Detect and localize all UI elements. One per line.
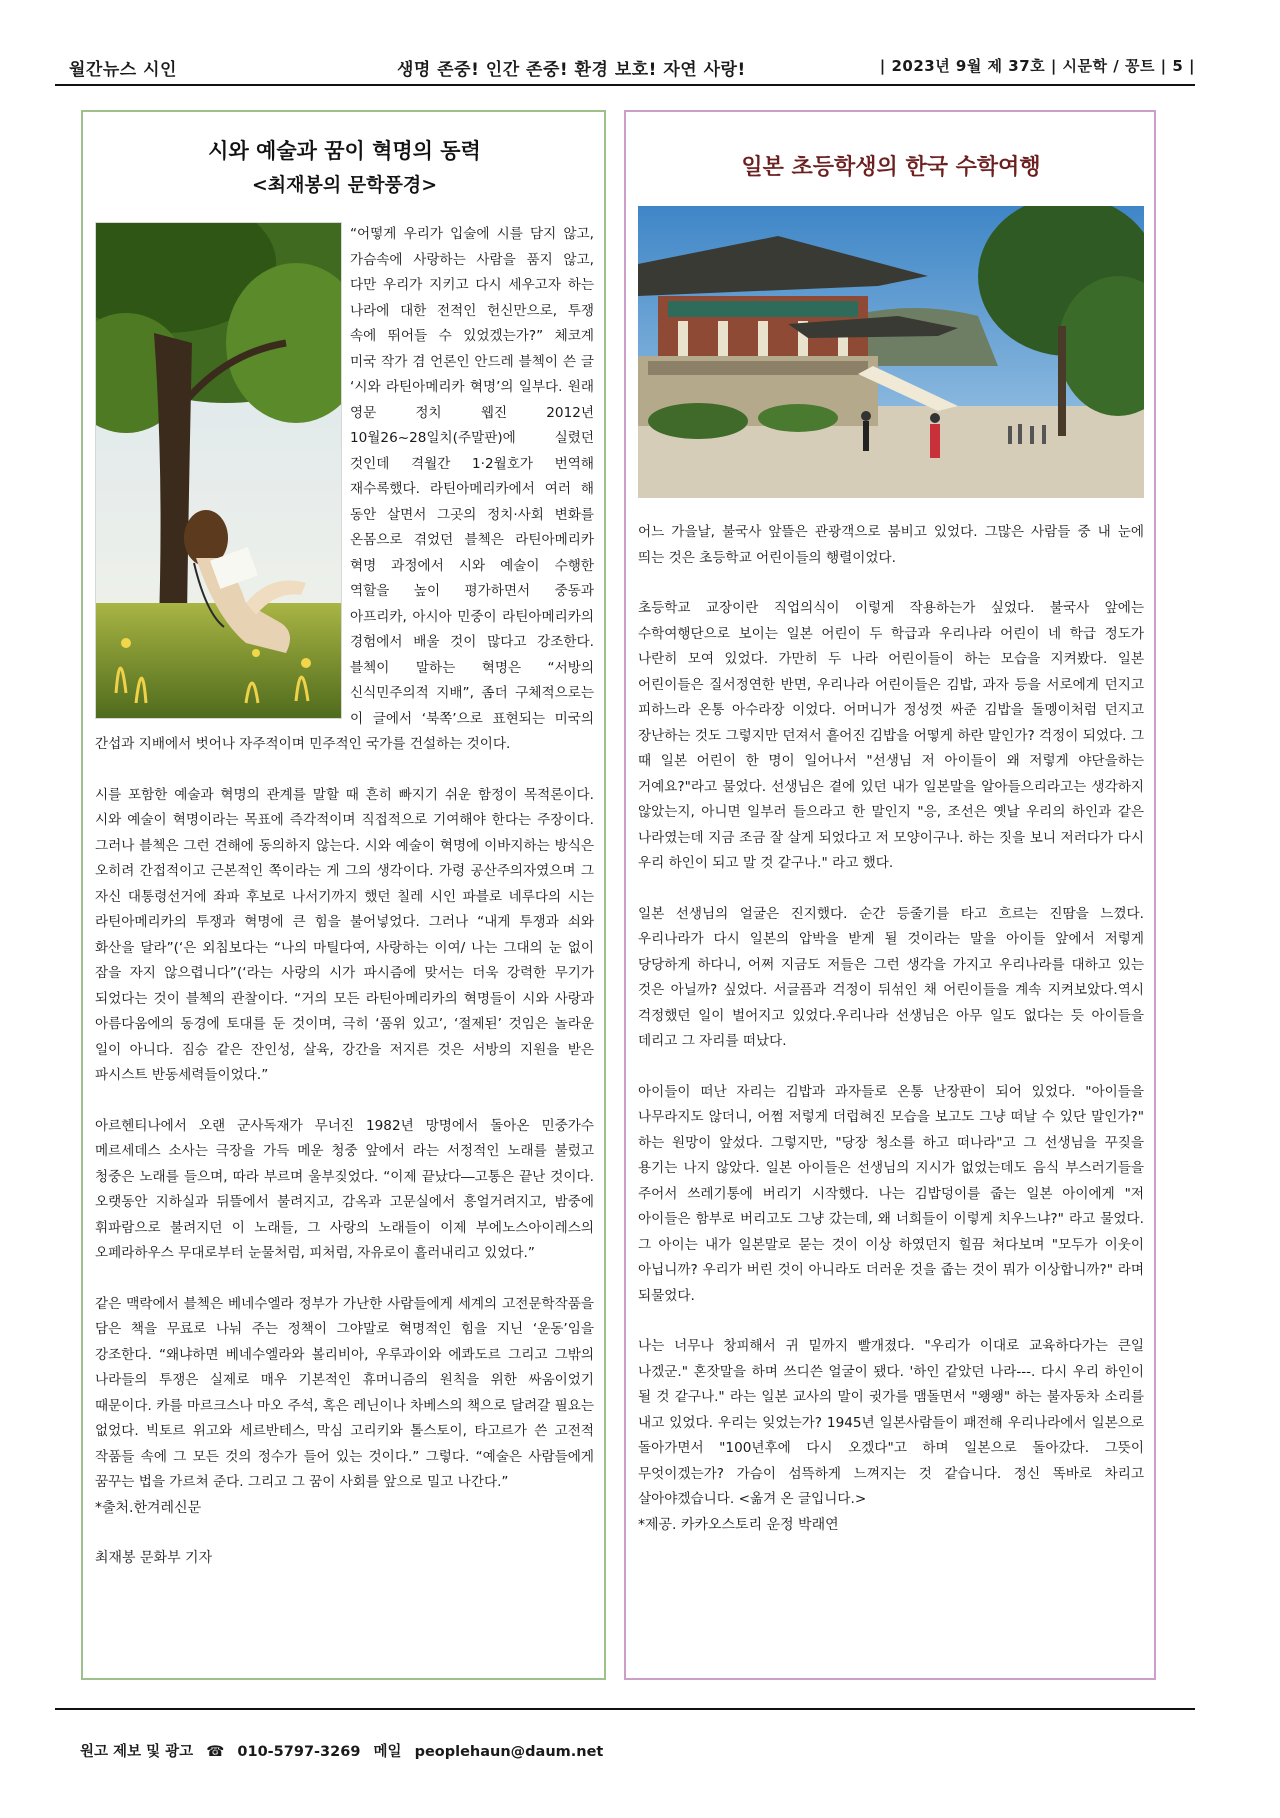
footer-label: 원고 제보 및 광고: [80, 1744, 194, 1760]
newspaper-name: 월간뉴스 시인: [69, 60, 177, 80]
right-paragraph-2: 초등학교 교장이란 직업의식이 이렇게 작용하는가 싶었다. 불국사 앞에는 수학여행단으로 보이는 일본 어린이 두 학급과 우리나라 어린이 네 학급 정도가 나란히 모여 있었다. 가만히 두 나라 어린이들이 하는 모습을 지켜봤다. 일본 어린이들은 질서정연한 반면, 우리나라 어린이들은 김밥, 과자 등을 서로에게 던지고 피하느라 온통 아수라장 이었다. 어머니가 정성껏 싸준 김밥을 돌멩이처럼 던지고 장난하는 것도 그렇지만 던져서 흩어진 김밥을 어떻게 하란 말인가? 걱정이 되었다. 그 때 일본 어린이 한 명이 일어나서 "선생님 저 아이들이 왜 저렇게 야단을하는 거예요?"라고 물었다. 선생님은 곁에 있던 내가 일본말을 알아들으리라고는 생각하지 않았는지, 아니면 일부러 들으라고 한 말인지 "응, 조선은 옛날 우리의 하인과 같은 나라였는데 지금 조금 잘 살게 되었다고 저 모양이구나. 하는 짓을 보니 저러다가 다시 우리 하인이 되고 말 것 같구나." 라고 했다.: [638, 600, 1144, 871]
right-article: [624, 110, 1156, 1680]
right-paragraph-5: 나는 너무나 창피해서 귀 밑까지 빨개졌다. "우리가 이대로 교육하다가는 큰일 나겠군." 혼잣말을 하며 쓰디쓴 얼굴이 됐다. '하인 같았던 나라---. 다시 우리 하인이 될 것 같구나." 라는 일본 교사의 말이 귓가를 맴돌면서 "왱왱" 하는 불자동차 소리를 내고 있었다. 우리는 잊었는가? 1945년 일본사람들이 패전해 우리나라에서 일본으로 돌아가면서 "100년후에 다시 오겠다"고 하며 일본으로 돌아갔다. 그뜻이 무엇이겠는가? 가슴이 섬뜩하게 느껴지는 것 같습니다. 정신 똑바로 차리고 살아야겠습니다. <옮겨 온 글입니다.>: [638, 1338, 1144, 1507]
left-article: [81, 110, 606, 1680]
left-article-subtitle: <최재봉의 문학풍경>: [251, 174, 438, 196]
reading-woman-photo: [95, 222, 342, 719]
left-article-title: 시와 예술과 꿈이 혁명의 동력: [208, 138, 481, 163]
footer-email-label: 메일: [373, 1744, 402, 1760]
issue-info: | 2023년 9월 제 37호 | 시문학 / 꽁트 | 5 |: [879, 57, 1195, 75]
right-paragraph-1: 어느 가을날, 불국사 앞뜰은 관광객으로 붐비고 있었다. 그많은 사람들 중 내 눈에 띄는 것은 초등학교 어린이들의 행렬이었다.: [638, 524, 1144, 566]
right-credit: *제공. 카카오스토리 운정 박래연: [638, 1516, 839, 1533]
left-source: *출처.한겨레신문: [95, 1499, 202, 1516]
bulguksa-temple-photo: [638, 206, 1144, 498]
left-paragraph-2: 시를 포함한 예술과 혁명의 관계를 말할 때 흔히 빠지기 쉬운 함정이 목적론이다. 시와 예술이 혁명이라는 목표에 즉각적이며 직접적으로 기여해야 한다는 주장이다. 그러나 블첵은 그런 견해에 동의하지 않는다. 시와 예술이 혁명에 이바지하는 방식은 오히려 간접적이고 근본적인 쪽이라는 게 그의 생각이다. 가령 공산주의자였으며 그 자신 대통령선거에 좌파 후보로 나서기까지 했던 칠레 시인 파블로 네루다의 시는 라틴아메리카의 투쟁과 혁명에 큰 힘을 불어넣었다. 그러나 “내게 투쟁과 쇠와 화산을 달라”(‘은 외침보다는 “나의 마틸다여, 사랑하는 이여/ 나는 그대의 눈 없이 잠을 자지 않으렵니다”(‘라는 사랑의 시가 파시즘에 맞서는 더욱 강력한 무기가 되었다는 것이 블첵의 관찰이다. “거의 모든 라틴아메리카의 혁명들이 시와 사랑과 아름다움에의 동경에 토대를 둔 것이며, 극히 ‘품위 있고’, ‘절제된’ 것임은 놀라운 일이 아니다. 짐승 같은 잔인성, 살육, 강간을 저지른 것은 서방의 지원을 받은 파시스트 반동세력들이었다.”: [95, 786, 594, 1083]
left-paragraph-1: “어떻게 우리가 입술에 시를 담지 않고, 가슴속에 사랑하는 사람을 품지 않고, 다만 우리가 지키고 다시 세우고자 하는 나라에 대한 전적인 헌신만으로, 투쟁 속에 뛰어들 수 있었겠는가?” 체코계 미국 작가 겸 언론인 안드레 블첵이 쓴 글 ‘시와 라틴아메리카 혁명’의 일부다. 원래 영문 정치 웹진 2012년 10월26~28일치(주말판)에 실렸던 것인데 격월간 1·2월호가 번역해 재수록했다. 라틴아메리카에서 여러 해 동안 살면서 그곳의 정치·사회 변화를 온몸으로 겪었던 블첵은 라틴아메리카 혁명 과정에서 시와 예술이 수행한 역할을 높이 평가하면서 중동과 아프리카, 아시아 민중이 라틴아메리카의 경험에서 배울 것이 많다고 강조한다. 블첵이 말하는 혁명은 “서방의 신식민주의적 지배”, 좀더 구체적으로는 이 글에서 ‘북쪽’으로 표현되는 미국의 간섭과 지배에서 벗어나 자주적이며 민주적인 국가를 건설하는 것이다.: [95, 226, 594, 752]
slogan: 생명 존중! 인간 존중! 환경 보호! 자연 사랑!: [397, 60, 746, 80]
left-paragraph-4: 같은 맥락에서 블첵은 베네수엘라 정부가 가난한 사람들에게 세계의 고전문학작품을 담은 책을 무료로 나눠 주는 정책이 그야말로 혁명적인 힘을 지닌 ‘운동’임을 강조한다. “왜냐하면 베네수엘라와 볼리비아, 우루과이와 에콰도르 그리고 그밖의 나라들의 투쟁은 실제로 매우 기본적인 휴머니즘의 원칙을 위한 싸움이었기 때문이다. 카를 마르크스나 마오 주석, 혹은 레닌이나 차베스의 책으로 달려갈 필요는 없었다. 빅토르 위고와 세르반테스, 막심 고리키와 톨스토이, 타고르가 쓴 고전적 작품들 속에 그 모든 것의 정수가 들어 있는 것이다.” 그렇다. “예술은 사람들에게 꿈꾸는 법을 가르쳐 준다. 그리고 그 꿈이 사회를 앞으로 밀고 나간다.”: [95, 1295, 594, 1490]
page-header: [55, 50, 1195, 86]
footer-phone: 010-5797-3269: [237, 1744, 361, 1760]
right-article-body: [638, 520, 1144, 1538]
right-article-title: 일본 초등학생의 한국 수학여행: [741, 154, 1041, 180]
page-footer: [80, 1740, 603, 1761]
left-article-body: [95, 222, 594, 1571]
phone-icon: ☎: [206, 1744, 225, 1760]
left-author: 최재봉 문화부 기자: [95, 1549, 213, 1566]
footer-email[interactable]: peoplehaun@daum.net: [414, 1744, 604, 1760]
right-paragraph-3: 일본 선생님의 얼굴은 진지했다. 순간 등줄기를 타고 흐르는 진땀을 느꼈다. 우리나라가 다시 일본의 압박을 받게 될 것이라는 말을 아이들 앞에서 저렇게 당당하게 하다니, 어쩌 지금도 저들은 그런 생각을 가지고 우리나라를 대하고 있는 것은 아닐까? 싶었다. 서글픔과 걱정이 뒤섞인 채 어린이들을 계속 지켜보았다.역시 걱정했던 일이 벌어지고 있었다.우리나라 선생님은 아무 일도 없다는 듯 아이들을 데리고 그 자리를 떠났다.: [638, 905, 1144, 1049]
right-paragraph-4: 아이들이 떠난 자리는 김밥과 과자들로 온통 난장판이 되어 있었다. "아이들을 나무라지도 않더니, 어쩜 저렇게 더럽혀진 모습을 보고도 그냥 떠날 수 있단 말인가?" 하는 원망이 앞섰다. 그렇지만, "당장 청소를 하고 떠나라"고 그 선생님을 꾸짖을 용기는 나지 않았다. 일본 아이들은 선생님의 지시가 없었는데도 음식 부스러기들을 주어서 쓰레기통에 버리기 시작했다. 나는 김밥덩이를 줍는 일본 아이에게 "저 아이들은 함부로 버리고도 그냥 갔는데, 왜 너희들이 이렇게 치우느냐?" 라고 물었다. 그 아이는 내가 일본말로 묻는 것이 이상 하였던지 힐끔 쳐다보며 "모두가 이웃이 아닙니까? 우리가 버린 것이 아니라도 더러운 것을 줍는 것이 뭐가 이상합니까?" 라며 되물었다.: [638, 1083, 1144, 1304]
footer-divider: [55, 1708, 1195, 1710]
left-paragraph-3: 아르헨티나에서 오랜 군사독재가 무너진 1982년 망명에서 돌아온 민중가수 메르세데스 소사는 극장을 가득 메운 청중 앞에서 라는 서정적인 노래를 불렀고 청중은 노래를 들으며, 따라 부르며 울부짖었다. “이제 끝났다―고통은 끝난 것이다. 오랫동안 지하실과 뒤뜰에서 불려지고, 감옥과 고문실에서 흥얼거려지고, 밤중에 휘파람으로 불려지던 이 노래들, 그 사랑의 노래들이 이제 부에노스아이레스의 오페라하우스 무대로부터 눈물처럼, 피처럼, 자유로이 흘러내리고 있었다.”: [95, 1117, 594, 1261]
